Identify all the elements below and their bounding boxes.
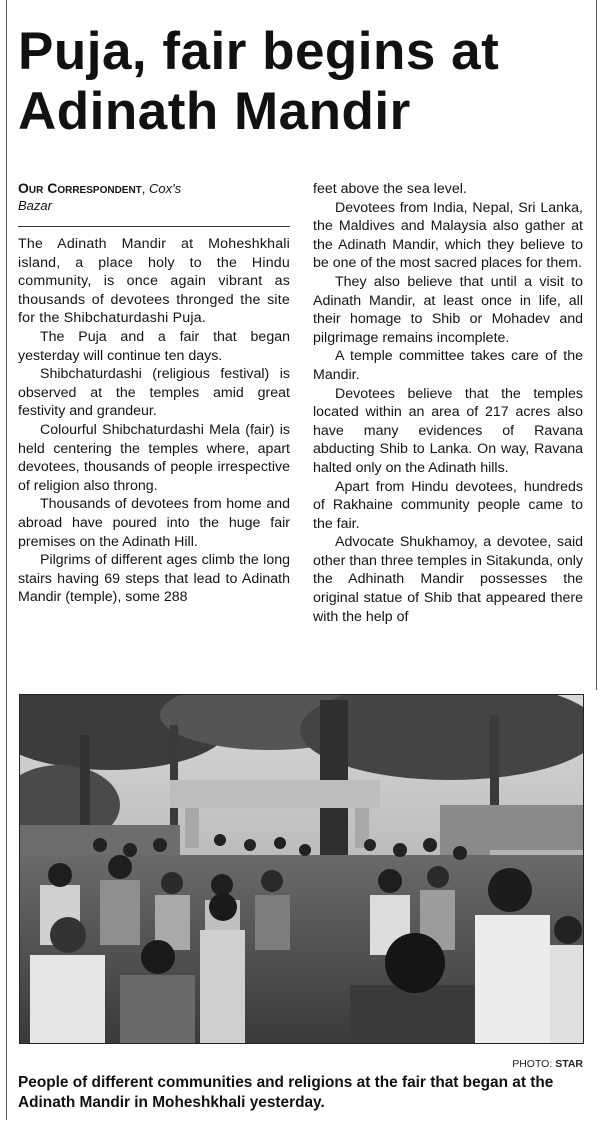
right-column [313, 180, 583, 626]
crowd-photo [19, 694, 584, 1044]
right-paragraph-7: Advocate Shukhamoy, a devotee, said other than three temples in Sitakunda, only the Adhinath Mandir possesses the original statue of Shib that appeared there with the help of [313, 534, 583, 625]
left-paragraph-6: Pilgrims of different ages climb the long stairs having 69 steps that lead to Adinath Mandir (temple), some 288 [18, 552, 290, 606]
right-border-rule [596, 0, 597, 690]
left-border-rule [6, 0, 7, 1120]
left-paragraph-2: The Puja and a fair that began yesterday will continue ten days. [18, 328, 290, 364]
left-paragraph-3: Shibchaturdashi (religious festival) is observed at the temples amid great festivity and grandeur. [18, 366, 290, 420]
right-paragraph-5: Devotees believe that the temples located within an area of 217 acres also have many evidences of Ravana abducting Shib to Lanka. On way, Ravana halted only on the Adinath hills. [313, 385, 583, 476]
photo-caption: People of different communities and religions at the fair that began at the Adinath Mandir in Moheshkhali yesterday. [18, 1074, 554, 1111]
left-paragraph-1: The Adinath Mandir at Moheshkhali island, a place holy to the Hindu community, is once again vibrant as thousands of devotees thronged the site for the Shibchaturdashi Puja. [18, 236, 290, 327]
headline-line-1: Puja, fair begins at [18, 22, 500, 81]
right-paragraph-6: Apart from Hindu devotees, hundreds of Rakhaine community people came to the fair. [313, 478, 583, 532]
byline-divider [18, 226, 290, 227]
byline-name: Our Correspondent [18, 180, 142, 196]
right-paragraph-4: A temple committee takes care of the Mandir. [313, 348, 583, 383]
headline [18, 22, 590, 142]
byline [18, 180, 290, 214]
photo-credit-prefix: PHOTO: [512, 1058, 556, 1070]
headline-line-2: Adinath Mandir [18, 82, 411, 141]
left-column [18, 180, 290, 607]
right-paragraph-1: feet above the sea level. [313, 181, 467, 197]
right-paragraph-2: Devotees from India, Nepal, Sri Lanka, the Maldives and Malaysia also gather at the Adinath Mandir, which they believe to be one of the most sacred places for them. [313, 199, 583, 272]
crowd-photo-illustration [20, 695, 583, 1043]
photo-credit-source: STAR [555, 1058, 583, 1070]
left-paragraph-5: Thousands of devotees from home and abroad have poured into the huge fair premises on the Adinath Hill. [18, 496, 290, 550]
byline-place-2: Bazar [18, 198, 52, 213]
photo-credit [512, 1058, 583, 1070]
byline-separator: , [141, 181, 150, 196]
byline-place-1: Cox's [149, 181, 182, 196]
left-paragraph-4: Colourful Shibchaturdashi Mela (fair) is held centering the temples where, apart devotees, thousands of people irrespective of religion also throng. [18, 421, 290, 494]
right-paragraph-3: They also believe that until a visit to Adinath Mandir, at least once in life, all their homage to Shib or Mohadev and pilgrimage remains incomplete. [313, 273, 583, 346]
